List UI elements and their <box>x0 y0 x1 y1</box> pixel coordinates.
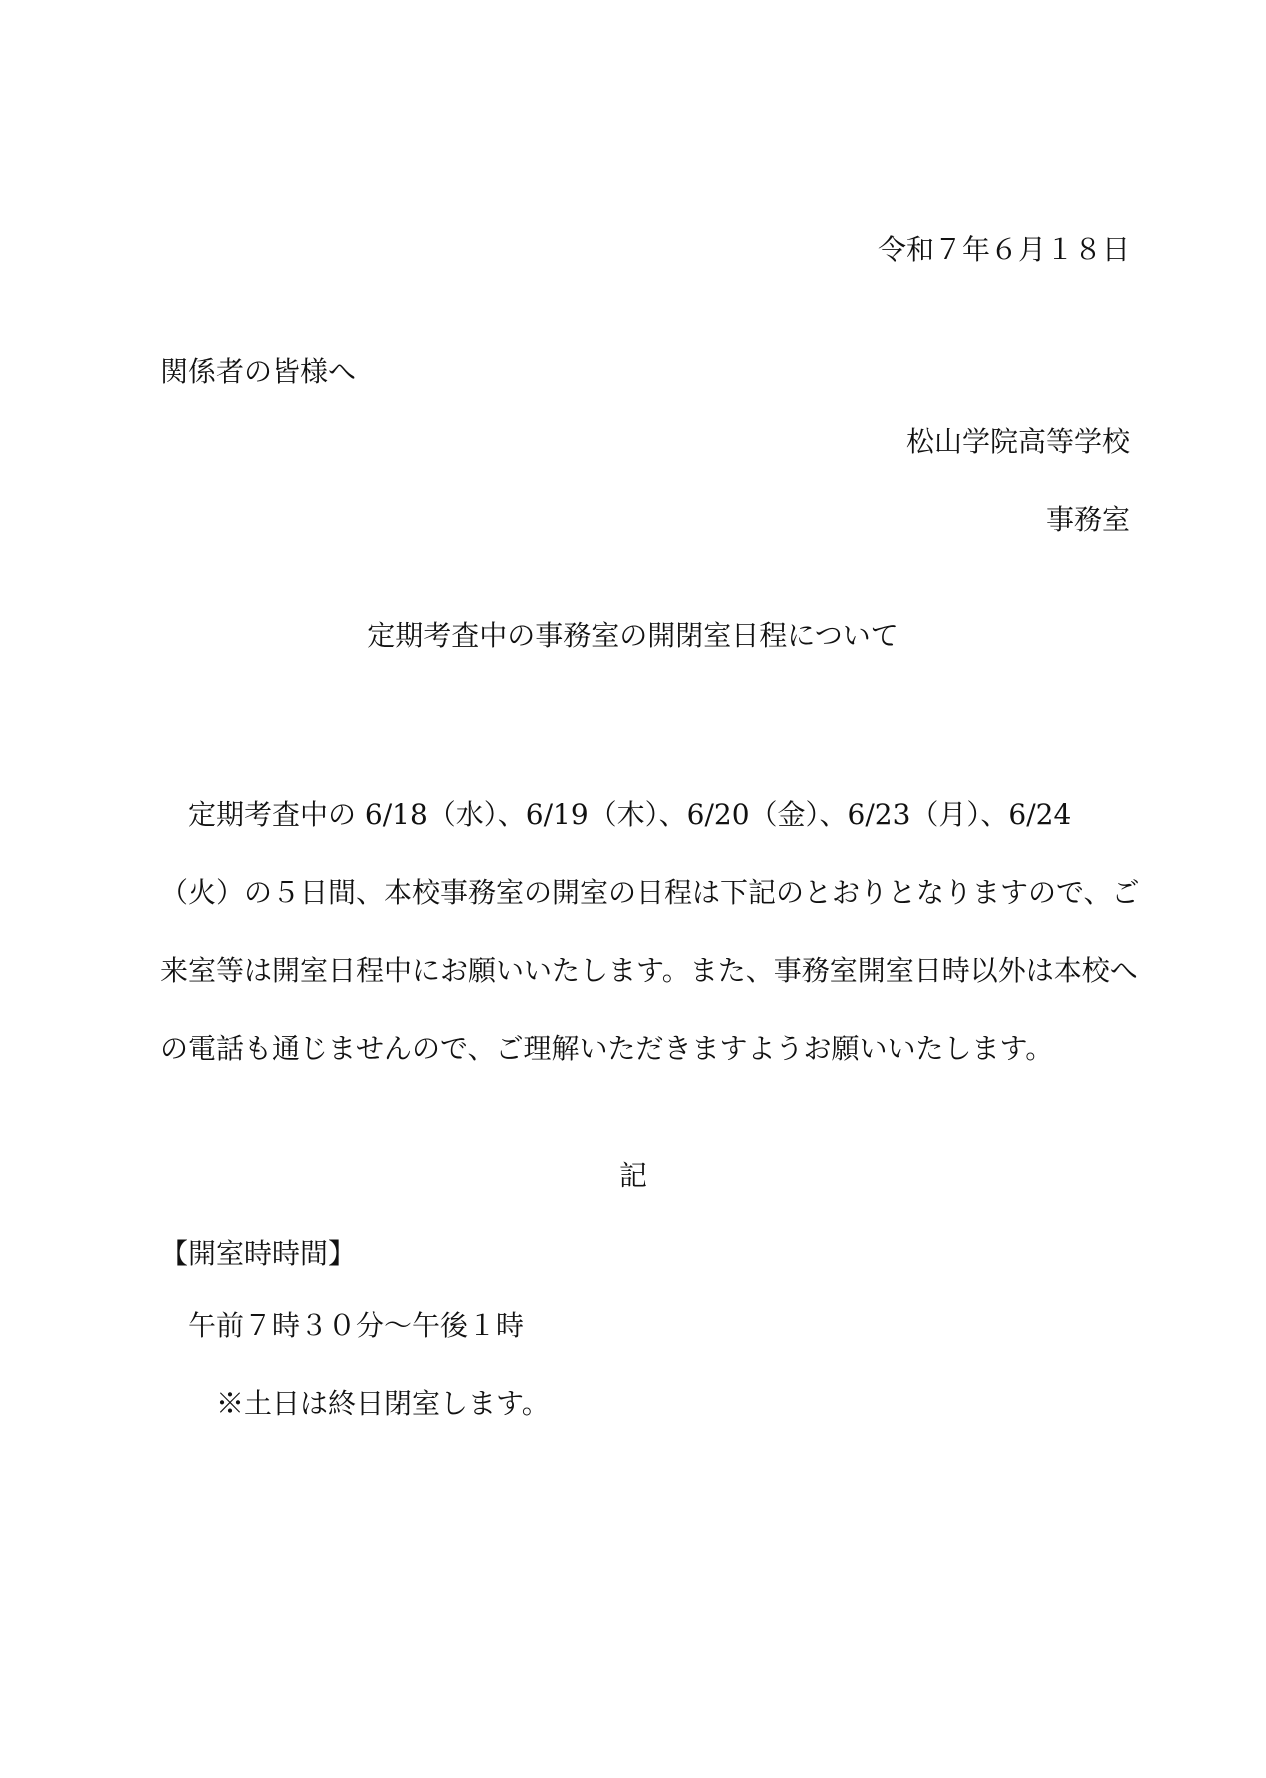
ki-marker: 記 <box>618 1159 647 1192</box>
document-title: 定期考査中の事務室の開閉室日程について <box>367 619 899 652</box>
hours-note: ※土日は終日閉室します。 <box>216 1387 550 1420</box>
sender-office: 事務室 <box>1045 503 1130 536</box>
addressee: 関係者の皆様へ <box>160 355 357 388</box>
sender-school: 松山学院高等学校 <box>905 425 1130 458</box>
document-date: 令和７年６月１８日 <box>877 233 1130 266</box>
hours-heading: 【開室時時間】 <box>160 1237 357 1270</box>
hours-value: 午前７時３０分～午後１時 <box>188 1309 525 1342</box>
body-paragraph: 定期考査中の 6/18（水）、6/19（木）、6/20（金）、6/23（月）、6/24（火）の５日間、本校事務室の開室の日程は下記のとおりとなりますので、ご来室等は開室日程中にお願いいたします。また、事務室開室日時以外は本校への電話も通じませんので、ご理解いただきますようお願いいたします。 <box>160 798 1140 1065</box>
